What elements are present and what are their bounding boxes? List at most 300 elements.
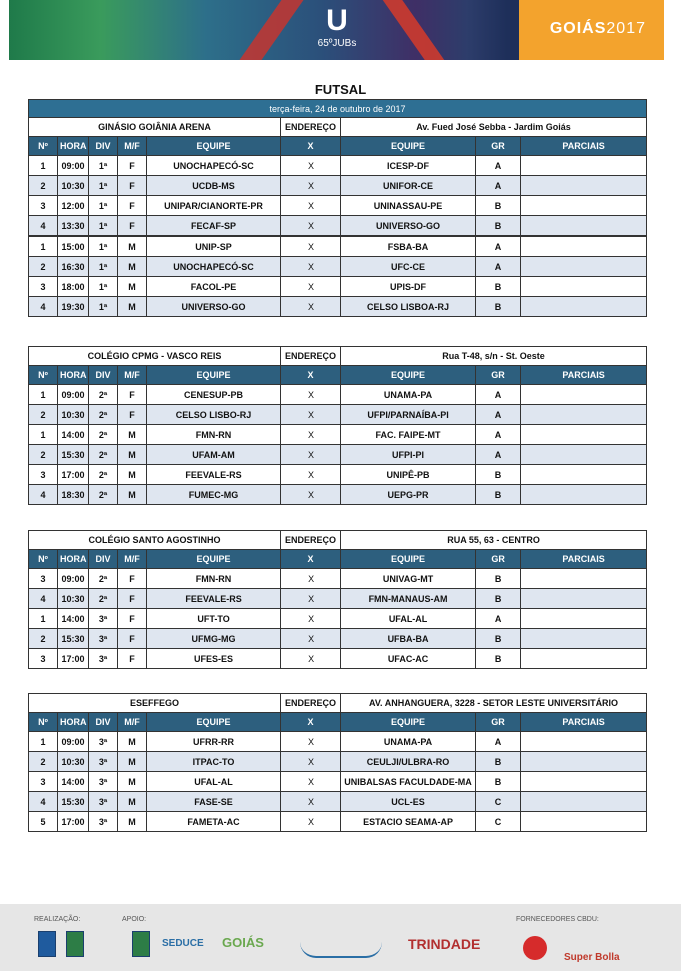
match-cell-x: X: [281, 445, 341, 465]
date-header: terça-feira, 24 de outubro de 2017: [29, 100, 647, 118]
match-cell-n: 4: [29, 589, 58, 609]
match-cell-gr: A: [476, 732, 521, 752]
column-header: EQUIPE: [341, 550, 476, 569]
match-cell-b: UCL-ES: [341, 792, 476, 812]
match-cell-x: X: [281, 216, 341, 237]
match-cell-hora: 18:00: [58, 277, 89, 297]
match-cell-gr: B: [476, 196, 521, 216]
address-label: ENDEREÇO: [281, 531, 341, 550]
parciais-cell: [521, 257, 647, 277]
match-cell-n: 4: [29, 485, 58, 505]
match-cell-gr: B: [476, 216, 521, 237]
match-cell-a: ITPAC-TO: [147, 752, 281, 772]
match-cell-b: UNAMA-PA: [341, 385, 476, 405]
column-header: PARCIAIS: [521, 366, 647, 385]
match-row: [29, 196, 647, 216]
match-cell-n: 3: [29, 465, 58, 485]
match-cell-mf: F: [118, 405, 147, 425]
match-cell-div: 2ª: [89, 385, 118, 405]
match-cell-div: 2ª: [89, 485, 118, 505]
match-cell-x: X: [281, 425, 341, 445]
match-cell-n: 4: [29, 792, 58, 812]
sponsor-goias: GOIÁS: [222, 935, 264, 950]
match-cell-x: X: [281, 792, 341, 812]
venue-name: ESEFFEGO: [29, 694, 281, 713]
match-cell-b: UNIPÊ-PB: [341, 465, 476, 485]
match-cell-div: 1ª: [89, 236, 118, 257]
match-cell-n: 1: [29, 425, 58, 445]
parciais-cell: [521, 385, 647, 405]
match-cell-mf: F: [118, 385, 147, 405]
column-header: EQUIPE: [147, 713, 281, 732]
match-cell-div: 2ª: [89, 405, 118, 425]
match-cell-hora: 09:00: [58, 569, 89, 589]
column-header: X: [281, 550, 341, 569]
match-cell-mf: M: [118, 465, 147, 485]
sponsor-trindade: TRINDADE: [408, 936, 481, 952]
venue-address: Av. Fued José Sebba - Jardim Goiás: [341, 118, 647, 137]
brand-goias: [550, 20, 646, 38]
event-name: 65ºJUBs: [317, 38, 357, 49]
match-cell-hora: 09:00: [58, 732, 89, 752]
match-cell-hora: 09:00: [58, 156, 89, 176]
sponsor-seduce: SEDUCE: [162, 938, 204, 949]
match-cell-x: X: [281, 732, 341, 752]
match-cell-a: UFMG-MG: [147, 629, 281, 649]
match-cell-mf: M: [118, 772, 147, 792]
match-cell-n: 1: [29, 385, 58, 405]
match-cell-hora: 09:00: [58, 385, 89, 405]
match-row: [29, 465, 647, 485]
match-cell-x: X: [281, 589, 341, 609]
parciais-cell: [521, 609, 647, 629]
match-cell-n: 4: [29, 297, 58, 317]
address-label: ENDEREÇO: [281, 694, 341, 713]
match-cell-n: 2: [29, 176, 58, 196]
parciais-cell: [521, 297, 647, 317]
match-cell-gr: B: [476, 649, 521, 669]
match-cell-b: UPIS-DF: [341, 277, 476, 297]
match-cell-a: FEEVALE-RS: [147, 589, 281, 609]
match-cell-x: X: [281, 772, 341, 792]
match-cell-hora: 15:00: [58, 236, 89, 257]
match-row: [29, 812, 647, 832]
match-cell-div: 3ª: [89, 812, 118, 832]
match-cell-n: 3: [29, 277, 58, 297]
match-cell-x: X: [281, 629, 341, 649]
schedule-table: [28, 530, 647, 669]
event-logo-mark: U: [326, 4, 348, 37]
match-cell-a: UFT-TO: [147, 609, 281, 629]
match-row: [29, 385, 647, 405]
match-cell-hora: 17:00: [58, 649, 89, 669]
match-cell-div: 2ª: [89, 465, 118, 485]
column-header: GR: [476, 550, 521, 569]
match-cell-mf: M: [118, 277, 147, 297]
column-header: HORA: [58, 550, 89, 569]
parciais-cell: [521, 216, 647, 237]
match-cell-mf: F: [118, 569, 147, 589]
match-row: [29, 649, 647, 669]
column-header: Nº: [29, 366, 58, 385]
column-header: HORA: [58, 137, 89, 156]
footer-realizacao-label: REALIZAÇÃO:: [34, 916, 81, 923]
venue-name: COLÉGIO CPMG - VASCO REIS: [29, 347, 281, 366]
match-cell-div: 3ª: [89, 732, 118, 752]
match-cell-b: UNAMA-PA: [341, 732, 476, 752]
match-cell-gr: B: [476, 772, 521, 792]
parciais-cell: [521, 405, 647, 425]
match-cell-gr: C: [476, 792, 521, 812]
footer-apoio-label: APOIO:: [122, 916, 147, 923]
match-cell-b: UNIVAG-MT: [341, 569, 476, 589]
column-header: M/F: [118, 713, 147, 732]
match-cell-x: X: [281, 752, 341, 772]
parciais-cell: [521, 732, 647, 752]
match-cell-mf: F: [118, 629, 147, 649]
match-cell-gr: A: [476, 445, 521, 465]
match-cell-x: X: [281, 385, 341, 405]
schedule-table: [28, 693, 647, 832]
match-cell-hora: 18:30: [58, 485, 89, 505]
match-cell-b: UNIBALSAS FACULDADE-MA: [341, 772, 476, 792]
column-header: M/F: [118, 137, 147, 156]
match-cell-a: UNIVERSO-GO: [147, 297, 281, 317]
match-row: [29, 156, 647, 176]
match-cell-div: 3ª: [89, 629, 118, 649]
match-cell-b: UFPI/PARNAÍBA-PI: [341, 405, 476, 425]
match-cell-gr: A: [476, 425, 521, 445]
match-cell-mf: F: [118, 216, 147, 237]
onix-logo-icon: [523, 936, 547, 960]
match-cell-gr: B: [476, 277, 521, 297]
column-header: PARCIAIS: [521, 550, 647, 569]
match-cell-div: 1ª: [89, 156, 118, 176]
venue-address: RUA 55, 63 - CENTRO: [341, 531, 647, 550]
match-cell-div: 2ª: [89, 445, 118, 465]
match-cell-gr: A: [476, 236, 521, 257]
match-cell-a: FAMETA-AC: [147, 812, 281, 832]
match-cell-a: CENESUP-PB: [147, 385, 281, 405]
match-cell-a: FASE-SE: [147, 792, 281, 812]
match-cell-div: 2ª: [89, 425, 118, 445]
parciais-cell: [521, 569, 647, 589]
match-cell-hora: 14:00: [58, 609, 89, 629]
header-banner: [9, 0, 664, 60]
match-cell-b: UFBA-BA: [341, 629, 476, 649]
column-header: Nº: [29, 713, 58, 732]
match-cell-div: 1ª: [89, 216, 118, 237]
match-cell-b: FAC. FAIPE-MT: [341, 425, 476, 445]
match-cell-gr: B: [476, 589, 521, 609]
match-cell-hora: 10:30: [58, 589, 89, 609]
match-cell-hora: 12:00: [58, 196, 89, 216]
match-cell-b: UFC-CE: [341, 257, 476, 277]
parciais-cell: [521, 772, 647, 792]
match-cell-div: 3ª: [89, 792, 118, 812]
column-header: PARCIAIS: [521, 137, 647, 156]
match-cell-hora: 10:30: [58, 405, 89, 425]
match-cell-mf: M: [118, 257, 147, 277]
banner-stripe-red-2: [379, 0, 455, 60]
match-cell-n: 2: [29, 752, 58, 772]
venue-block: [28, 99, 646, 317]
match-cell-n: 3: [29, 649, 58, 669]
match-cell-x: X: [281, 812, 341, 832]
goias-badge-icon: [66, 931, 84, 957]
venue-name: COLÉGIO SANTO AGOSTINHO: [29, 531, 281, 550]
match-row: [29, 216, 647, 237]
match-cell-hora: 10:30: [58, 176, 89, 196]
match-cell-n: 3: [29, 196, 58, 216]
match-cell-div: 1ª: [89, 196, 118, 216]
match-cell-a: FECAF-SP: [147, 216, 281, 237]
match-cell-div: 3ª: [89, 752, 118, 772]
parciais-cell: [521, 445, 647, 465]
column-header: DIV: [89, 713, 118, 732]
match-cell-mf: F: [118, 196, 147, 216]
footer-fornecedores-label: FORNECEDORES CBDU:: [516, 916, 599, 923]
match-row: [29, 425, 647, 445]
column-header: HORA: [58, 713, 89, 732]
match-cell-a: UFRR-RR: [147, 732, 281, 752]
match-cell-div: 3ª: [89, 609, 118, 629]
match-row: [29, 277, 647, 297]
match-cell-gr: C: [476, 812, 521, 832]
venue-block: [28, 530, 646, 669]
match-cell-hora: 15:30: [58, 445, 89, 465]
match-cell-n: 3: [29, 772, 58, 792]
banner-stripe-red: [229, 0, 307, 60]
match-cell-x: X: [281, 405, 341, 425]
match-cell-b: UNIVERSO-GO: [341, 216, 476, 237]
match-cell-div: 2ª: [89, 569, 118, 589]
match-row: [29, 257, 647, 277]
match-cell-mf: M: [118, 812, 147, 832]
match-cell-gr: B: [476, 752, 521, 772]
match-cell-gr: A: [476, 257, 521, 277]
column-header: EQUIPE: [341, 366, 476, 385]
match-cell-n: 1: [29, 732, 58, 752]
address-label: ENDEREÇO: [281, 347, 341, 366]
match-cell-a: UNOCHAPECÓ-SC: [147, 156, 281, 176]
match-cell-x: X: [281, 297, 341, 317]
match-cell-a: UNOCHAPECÓ-SC: [147, 257, 281, 277]
match-cell-b: FMN-MANAUS-AM: [341, 589, 476, 609]
parciais-cell: [521, 277, 647, 297]
match-cell-mf: F: [118, 156, 147, 176]
parciais-cell: [521, 156, 647, 176]
brand-year: 2017: [606, 20, 646, 37]
match-cell-gr: A: [476, 176, 521, 196]
match-cell-mf: M: [118, 792, 147, 812]
column-header: EQUIPE: [147, 550, 281, 569]
match-row: [29, 569, 647, 589]
match-row: [29, 297, 647, 317]
match-cell-b: UNINASSAU-PE: [341, 196, 476, 216]
column-header: HORA: [58, 366, 89, 385]
match-cell-n: 3: [29, 569, 58, 589]
match-cell-hora: 17:00: [58, 465, 89, 485]
match-cell-mf: M: [118, 752, 147, 772]
match-cell-div: 3ª: [89, 772, 118, 792]
match-cell-mf: F: [118, 589, 147, 609]
match-cell-n: 2: [29, 257, 58, 277]
match-row: [29, 589, 647, 609]
match-cell-n: 4: [29, 216, 58, 237]
parciais-cell: [521, 649, 647, 669]
match-cell-b: UFAC-AC: [341, 649, 476, 669]
parciais-cell: [521, 465, 647, 485]
match-cell-x: X: [281, 277, 341, 297]
column-header: DIV: [89, 366, 118, 385]
match-cell-mf: F: [118, 609, 147, 629]
match-cell-a: UCDB-MS: [147, 176, 281, 196]
match-cell-mf: M: [118, 445, 147, 465]
match-cell-a: UFAL-AL: [147, 772, 281, 792]
match-cell-a: CELSO LISBO-RJ: [147, 405, 281, 425]
column-header: GR: [476, 713, 521, 732]
match-cell-hora: 17:00: [58, 812, 89, 832]
match-cell-gr: A: [476, 405, 521, 425]
match-cell-b: CEULJI/ULBRA-RO: [341, 752, 476, 772]
match-row: [29, 792, 647, 812]
venue-address: Rua T-48, s/n - St. Oeste: [341, 347, 647, 366]
column-header: DIV: [89, 550, 118, 569]
match-row: [29, 609, 647, 629]
column-header: Nº: [29, 550, 58, 569]
column-header: X: [281, 137, 341, 156]
parciais-cell: [521, 792, 647, 812]
match-cell-b: UFPI-PI: [341, 445, 476, 465]
match-cell-gr: B: [476, 569, 521, 589]
match-cell-gr: B: [476, 297, 521, 317]
match-cell-mf: F: [118, 176, 147, 196]
sponsor-superbolla: Super Bolla: [564, 952, 620, 963]
match-cell-div: 3ª: [89, 649, 118, 669]
match-cell-a: FACOL-PE: [147, 277, 281, 297]
match-cell-gr: B: [476, 485, 521, 505]
brasil-badge-icon: [38, 931, 56, 957]
match-cell-div: 1ª: [89, 277, 118, 297]
match-cell-x: X: [281, 485, 341, 505]
match-row: [29, 236, 647, 257]
match-cell-hora: 14:00: [58, 772, 89, 792]
parciais-cell: [521, 752, 647, 772]
match-cell-gr: A: [476, 609, 521, 629]
match-cell-hora: 16:30: [58, 257, 89, 277]
match-cell-n: 5: [29, 812, 58, 832]
match-cell-a: FEEVALE-RS: [147, 465, 281, 485]
match-cell-gr: B: [476, 629, 521, 649]
venue-block: [28, 346, 646, 505]
column-header: EQUIPE: [341, 713, 476, 732]
match-row: [29, 405, 647, 425]
match-cell-div: 2ª: [89, 589, 118, 609]
match-cell-b: UEPG-PR: [341, 485, 476, 505]
match-cell-b: ICESP-DF: [341, 156, 476, 176]
ministerio-esporte-logo-icon: [300, 942, 382, 958]
match-cell-x: X: [281, 176, 341, 196]
match-cell-a: FMN-RN: [147, 425, 281, 445]
column-header: X: [281, 713, 341, 732]
match-cell-mf: M: [118, 236, 147, 257]
match-cell-n: 2: [29, 405, 58, 425]
column-header: GR: [476, 137, 521, 156]
match-cell-div: 1ª: [89, 176, 118, 196]
match-cell-x: X: [281, 465, 341, 485]
match-cell-a: UNIP-SP: [147, 236, 281, 257]
match-row: [29, 485, 647, 505]
match-cell-hora: 15:30: [58, 792, 89, 812]
parciais-cell: [521, 812, 647, 832]
match-row: [29, 732, 647, 752]
venue-name: GINÁSIO GOIÂNIA ARENA: [29, 118, 281, 137]
match-cell-x: X: [281, 236, 341, 257]
column-header: X: [281, 366, 341, 385]
match-cell-mf: M: [118, 425, 147, 445]
match-cell-div: 1ª: [89, 297, 118, 317]
match-cell-x: X: [281, 609, 341, 629]
match-cell-x: X: [281, 569, 341, 589]
match-cell-mf: M: [118, 485, 147, 505]
match-cell-n: 2: [29, 629, 58, 649]
column-header: PARCIAIS: [521, 713, 647, 732]
column-header: Nº: [29, 137, 58, 156]
match-cell-hora: 15:30: [58, 629, 89, 649]
schedule-table: [28, 346, 647, 505]
column-header: EQUIPE: [341, 137, 476, 156]
match-cell-x: X: [281, 196, 341, 216]
match-cell-x: X: [281, 649, 341, 669]
match-cell-div: 1ª: [89, 257, 118, 277]
match-row: [29, 772, 647, 792]
match-cell-mf: F: [118, 649, 147, 669]
match-cell-b: FSBA-BA: [341, 236, 476, 257]
column-header: M/F: [118, 550, 147, 569]
match-row: [29, 176, 647, 196]
schedule-table: [28, 99, 647, 317]
match-cell-b: ESTACIO SEAMA-AP: [341, 812, 476, 832]
venue-address: AV. ANHANGUERA, 3228 - SETOR LESTE UNIVERSITÁRIO: [341, 694, 647, 713]
match-row: [29, 752, 647, 772]
match-cell-hora: 13:30: [58, 216, 89, 237]
match-cell-n: 1: [29, 156, 58, 176]
footer: [0, 904, 681, 971]
parciais-cell: [521, 236, 647, 257]
match-row: [29, 445, 647, 465]
match-cell-x: X: [281, 156, 341, 176]
match-cell-a: FMN-RN: [147, 569, 281, 589]
parciais-cell: [521, 629, 647, 649]
venue-block: [28, 693, 646, 832]
match-cell-gr: B: [476, 465, 521, 485]
column-header: DIV: [89, 137, 118, 156]
column-header: GR: [476, 366, 521, 385]
address-label: ENDEREÇO: [281, 118, 341, 137]
event-logo: [307, 6, 367, 49]
match-cell-mf: M: [118, 732, 147, 752]
brand-name: GOIÁS: [549, 20, 607, 37]
match-cell-gr: A: [476, 156, 521, 176]
column-header: EQUIPE: [147, 366, 281, 385]
parciais-cell: [521, 425, 647, 445]
match-cell-b: CELSO LISBOA-RJ: [341, 297, 476, 317]
match-cell-mf: M: [118, 297, 147, 317]
match-cell-n: 1: [29, 609, 58, 629]
match-cell-hora: 14:00: [58, 425, 89, 445]
goiania-crest-icon: [132, 931, 150, 957]
